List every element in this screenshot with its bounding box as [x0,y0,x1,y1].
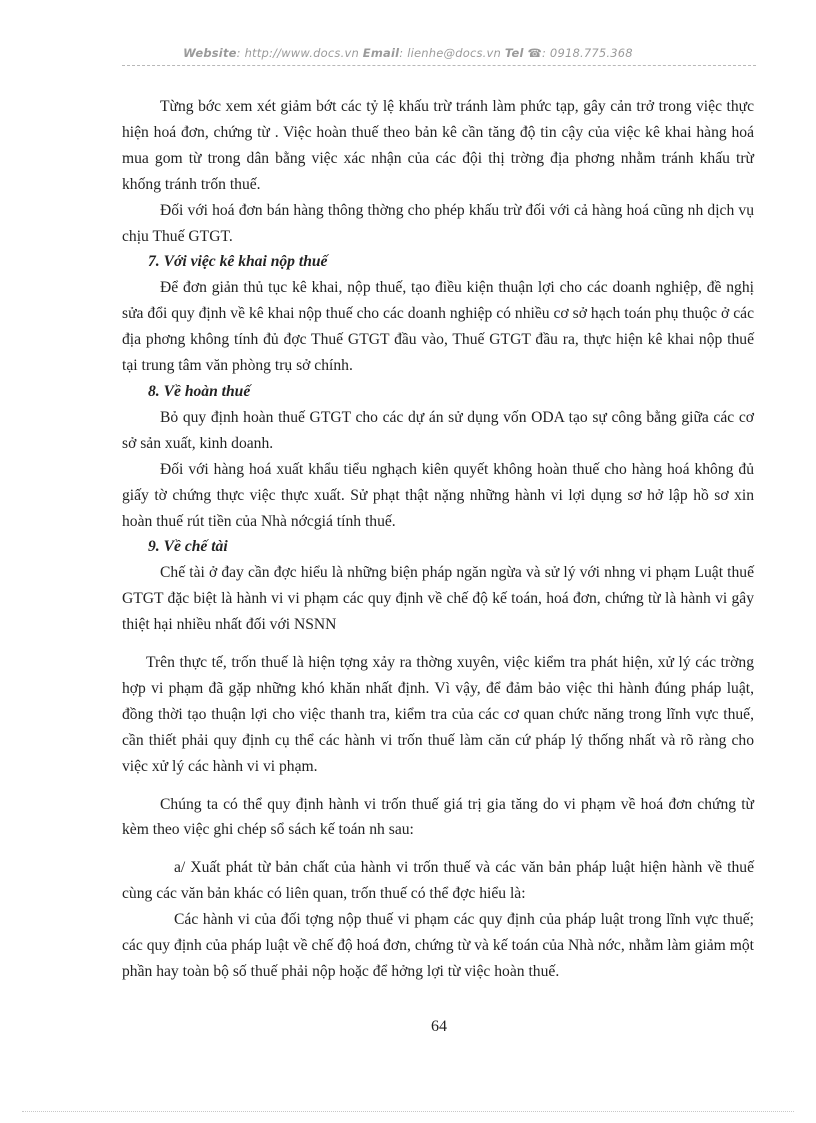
paragraph-2: Đối với hoá đơn bán hàng thông thờng cho phép khấu trừ đối với cả hàng hoá cũng nh dịch vụ chịu Thuế GTGT. [122,201,754,245]
paragraph-8: Chúng ta có thể quy định hành vi trốn thuế giá trị gia tăng do vi phạm về hoá đơn chứng từ kèm theo việc ghi chép sổ sách kế toán nh sau: [122,795,754,839]
paragraph-9: a/ Xuất phát từ bản chất của hành vi trốn thuế và các văn bản pháp luật hiện hành về thuế cùng các văn bản khác có liên quan, trốn thuế có thể đợc hiểu là: [122,859,754,903]
paragraph-1: Từng bớc xem xét giảm bớt các tỷ lệ khấu trừ tránh làm phức tạp, gây cản trở trong việc thực hiện hoá đơn, chứng từ . Việc hoàn thuế theo bản kê cần tăng độ tin cậy của việc kê khai hàng hoá mua gom từ trong dân bằng việc xác nhận của các đội thị trờng địa phơng nhằm tránh khấu trừ khống tránh trốn thuế. [122,98,754,193]
paragraph-5: Đối với hàng hoá xuất khẩu tiểu nghạch kiên quyết không hoàn thuế cho hàng hoá không đủ giấy tờ chứng thực việc thực xuất. Sử phạt thật nặng những hành vi lợi dụng sơ hở lập hồ sơ xin hoàn thuế rút tiền của Nhà nớcgiá tính thuế. [122,460,754,530]
tel-value: : 0918.775.368 [542,46,633,60]
footer-divider [22,1111,794,1112]
paragraph-7: Trên thực tế, trốn thuế là hiện tợng xảy ra thờng xuyên, việc kiểm tra phát hiện, xử lý các trờng hợp vi phạm đã gặp những khó khăn nhất định. Vì vậy, để đảm bảo việc thi hành đúng pháp luật, đồng thời tạo thuận lợi cho việc thanh tra, kiểm tra của các cơ quan chức năng trong lĩnh vực thuế, cần thiết phải quy định cụ thể các hành vi trốn thuế làm căn cứ pháp lý thống nhất và rõ ràng cho việc xử lý các hành vi vi phạm. [122,654,754,775]
paragraph-4: Bỏ quy định hoàn thuế GTGT cho các dự án sử dụng vốn ODA tạo sự công bằng giữa các cơ sở sản xuất, kinh doanh. [122,408,754,452]
email-value: : lienhe@docs.vn [399,46,502,60]
paragraph-6: Chế tài ở đay cần đợc hiểu là những biện pháp ngăn ngừa và sử lý với nhng vi phạm Luật thuế GTGT đặc biệt là hành vi vi phạm các quy định về chế độ kế toán, hoá đơn, chứng từ là hành vi gây thiệt hại nhiều nhất đối với NSNN [122,564,754,634]
page-header [0,46,816,60]
phone-icon: ☎ [527,46,542,60]
heading-7: 7. Với việc kê khai nộp thuế [148,253,328,271]
paragraph-3: Để đơn giản thủ tục kê khai, nộp thuế, tạo điều kiện thuận lợi cho các doanh nghiệp, đề nghị sửa đổi quy định về kê khai nộp thuế cho các doanh nghiệp có nhiều cơ sở hạch toán phụ thuộc ở các địa phơng không tính đủ đợc Thuế GTGT đầu vào, Thuế GTGT đầu ra, thực hiện kê khai nộp thuế tại trung tâm văn phòng trụ sở chính. [122,279,754,375]
tel-label: Tel [504,46,524,60]
page-number: 64 [431,1018,447,1035]
website-value: : http://www.docs.vn [236,46,359,60]
email-label: Email [362,46,400,60]
website-label: Website [183,46,237,60]
heading-9: 9. Về chế tài [148,538,228,556]
paragraph-10: Các hành vi của đối tợng nộp thuế vi phạm các quy định của pháp luật trong lĩnh vực thuế; các quy định của pháp luật về chế độ hoá đơn, chứng từ và kế toán của Nhà nớc, nhằm làm giảm một phần hay toàn bộ số thuế phải nộp hoặc để hởng lợi từ việc hoàn thuế. [122,911,754,980]
header-divider [122,65,756,66]
document-body [122,94,754,985]
heading-8: 8. Về hoàn thuế [148,382,251,400]
